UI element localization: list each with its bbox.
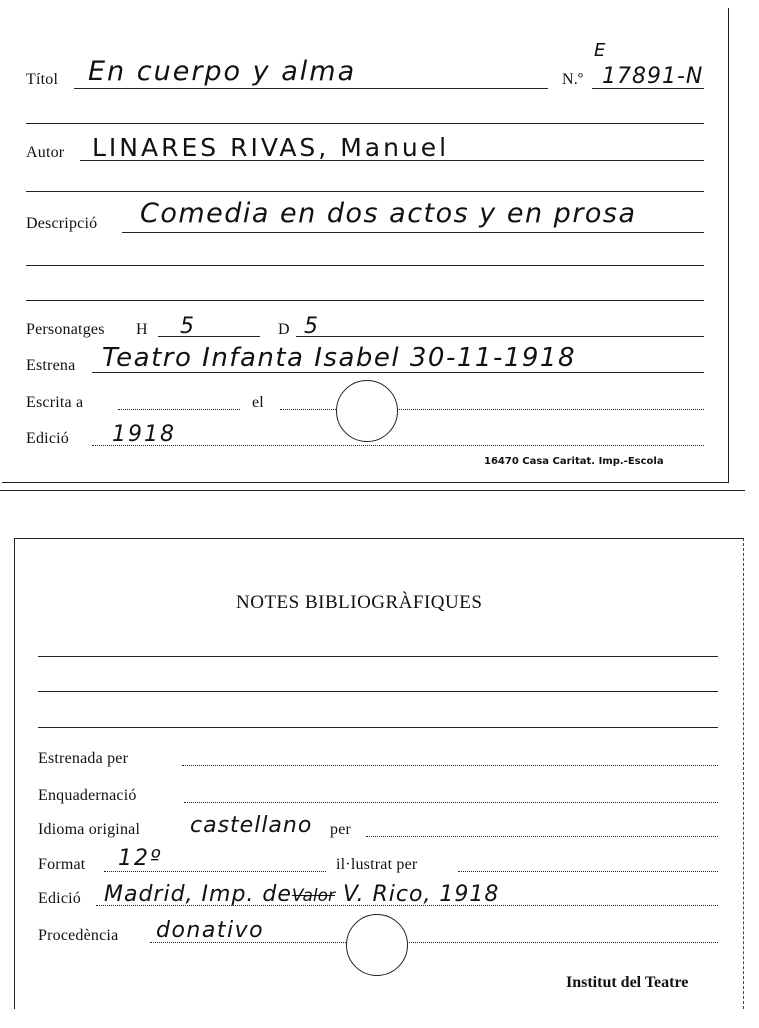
- blank-line: [38, 727, 718, 728]
- description-value: Comedia en dos actos y en prosa: [140, 198, 637, 229]
- written-at-line: [118, 409, 240, 410]
- edition-label-back: Edició: [38, 890, 81, 907]
- illustrated-line: [458, 871, 718, 872]
- blank-line: [26, 300, 704, 301]
- description-line: [122, 232, 704, 233]
- men-line: [158, 336, 260, 337]
- men-label: H: [136, 321, 148, 338]
- language-by-label: per: [330, 821, 352, 838]
- edition-label: Edició: [26, 430, 69, 447]
- blank-line: [38, 691, 718, 692]
- format-value: 12º: [118, 846, 163, 871]
- original-language-value: castellano: [190, 813, 313, 838]
- premiere-line: [92, 372, 704, 373]
- characters-label: Personatges: [26, 321, 105, 338]
- punch-hole: [336, 380, 398, 442]
- author-line: [80, 160, 704, 161]
- edition-value-part2: V. Rico, 1918: [342, 882, 500, 907]
- number-line: [592, 88, 704, 89]
- card-separator: [0, 490, 745, 491]
- blank-line: [38, 656, 718, 657]
- institution-name: Institut del Teatre: [566, 974, 689, 991]
- title-line: [74, 88, 548, 89]
- binding-line: [184, 802, 718, 803]
- title-label: Títol: [26, 71, 59, 88]
- premiered-by-label: Estrenada per: [38, 750, 129, 767]
- written-at-label: Escrita a: [26, 394, 84, 411]
- format-label: Format: [38, 856, 86, 873]
- provenance-label: Procedència: [38, 927, 119, 944]
- notes-heading: NOTES BIBLIOGRÀFIQUES: [236, 592, 483, 613]
- provenance-value: donativo: [156, 918, 265, 943]
- women-label: D: [278, 321, 290, 338]
- edition-value-back: [104, 884, 499, 907]
- title-value: En cuerpo y alma: [88, 56, 357, 87]
- premiere-value: Teatro Infanta Isabel 30-11-1918: [102, 343, 576, 373]
- number-value: 17891-N: [602, 64, 704, 89]
- premiere-label: Estrena: [26, 357, 76, 374]
- number-label: N.º: [562, 71, 584, 88]
- women-value: 5: [304, 314, 320, 339]
- author-value: LINARES RIVAS, Manuel: [92, 133, 450, 162]
- description-label: Descripció: [26, 215, 98, 232]
- edition-line: [92, 445, 704, 446]
- blank-line: [26, 123, 704, 124]
- original-language-label: Idioma original: [38, 821, 141, 838]
- binding-label: Enquadernació: [38, 787, 137, 804]
- blank-line: [26, 191, 704, 192]
- edition-value-struck: Valor: [291, 886, 335, 906]
- illustrated-label: il·lustrat per: [336, 856, 418, 873]
- edition-value-part1: Madrid, Imp. de: [104, 882, 292, 907]
- format-line: [104, 871, 326, 872]
- author-label: Autor: [26, 144, 65, 161]
- written-on-label: el: [252, 394, 264, 411]
- women-line: [296, 336, 704, 337]
- provenance-line: [150, 942, 718, 943]
- men-value: 5: [180, 314, 196, 339]
- edition-line-back: [96, 905, 718, 906]
- punch-hole-back: [346, 914, 408, 976]
- blank-line: [26, 265, 704, 266]
- printer-mark: 16470 Casa Caritat. Imp.-Escola: [484, 456, 664, 467]
- edition-value: 1918: [112, 422, 176, 447]
- premiered-by-line: [182, 765, 718, 766]
- number-superscript: E: [594, 40, 608, 61]
- language-by-line: [366, 836, 718, 837]
